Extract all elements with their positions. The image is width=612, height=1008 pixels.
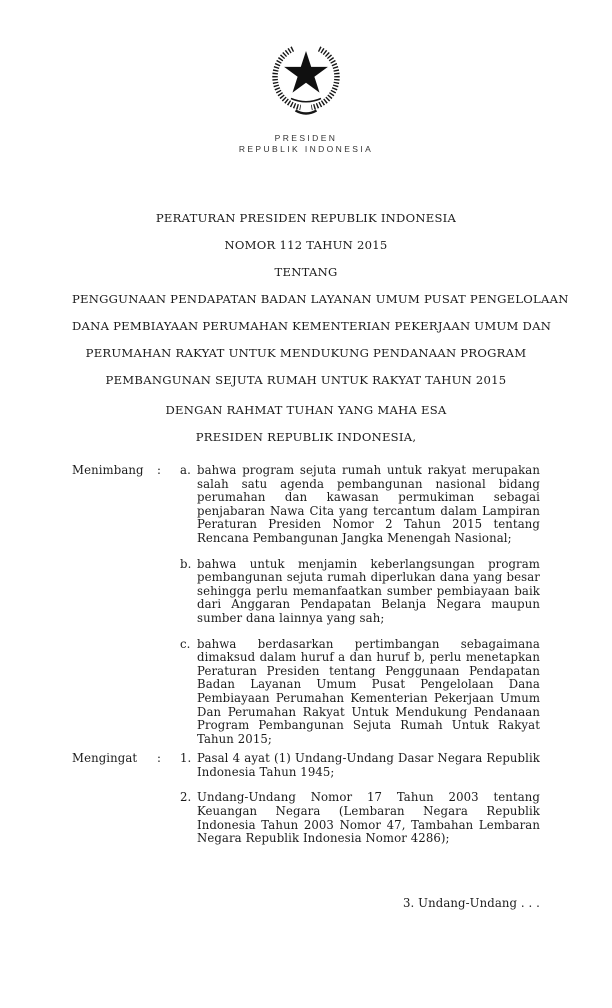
item-marker: 1.	[180, 751, 192, 766]
considering-item-b	[180, 558, 540, 626]
regulation-subject-line: PERUMAHAN RAKYAT UNTUK MENDUKUNG PENDANAAN PROGRAM	[85, 346, 527, 360]
letterhead	[72, 133, 540, 155]
considering-section	[72, 464, 540, 746]
item-text: Pasal 4 ayat (1) Undang-Undang Dasar Negara Republik Indonesia Tahun 1945;	[197, 751, 540, 779]
legal-basis-item-1	[180, 752, 540, 779]
regulation-heading: PERATURAN PRESIDEN REPUBLIK INDONESIA	[155, 211, 457, 225]
considering-items	[180, 464, 540, 746]
title-block	[72, 205, 569, 451]
item-text: bahwa untuk menjamin keberlangsungan program pembangunan sejuta rumah diperlukan dana yang besar sehingga perlu memanfaatkan sumber pembiayaan baik dari Anggaran Pendapatan Belanja Negara maupun sumber dana lainnya yang sah;	[197, 556, 540, 625]
about-label: TENTANG	[274, 265, 338, 279]
considering-item-c	[180, 638, 540, 747]
item-marker: b.	[180, 556, 192, 571]
presidential-star-emblem-icon	[264, 109, 348, 128]
enacting-authority: PRESIDEN REPUBLIK INDONESIA,	[195, 430, 417, 444]
item-marker: a.	[180, 463, 191, 477]
letterhead-seal	[72, 36, 540, 124]
considering-colon: :	[157, 463, 162, 477]
letterhead-republik-indonesia: REPUBLIK INDONESIA	[238, 144, 374, 154]
item-text: Undang-Undang Nomor 17 Tahun 2003 tentang Keuangan Negara (Lembaran Negara Republik Indonesia Tahun 2003 Nomor 47, Tambahan Lembaran Negara Republik Indonesia Nomor 4286);	[197, 790, 540, 846]
considering-item-a	[180, 464, 540, 546]
item-text: bahwa berdasarkan pertimbangan sebagaimana dimaksud dalam huruf a dan huruf b, perlu menetapkan Peraturan Presiden tentang Penggunaan Pendapatan Badan Layanan Umum Pusat Pengelolaan Dana Pembiayaan Perumahan Kementerian Pekerjaan Umum Dan Perumahan Rakyat Untuk Mendukung Pendanaan Program Pembangunan Sejuta Rumah Untuk Rakyat Tahun 2015;	[197, 636, 540, 746]
divine-invocation: DENGAN RAHMAT TUHAN YANG MAHA ESA	[165, 403, 447, 417]
letterhead-presiden: PRESIDEN	[274, 133, 338, 143]
item-marker: 2.	[180, 790, 192, 805]
regulation-subject-line: PEMBANGUNAN SEJUTA RUMAH UNTUK RAKYAT TAHUN 2015	[105, 373, 507, 387]
item-marker: c.	[180, 636, 191, 651]
legal-basis-item-2	[180, 791, 540, 845]
legal-basis-section	[72, 752, 540, 846]
legal-basis-colon: :	[157, 751, 162, 766]
regulation-subject-line: PENGGUNAAN PENDAPATAN BADAN LAYANAN UMUM PUSAT PENGELOLAAN	[72, 292, 569, 306]
item-text: bahwa program sejuta rumah untuk rakyat merupakan salah satu agenda pembangunan nasional bidang perumahan dan kawasan permukiman sebagai penjabaran Nawa Cita yang tercantum dalam Lampiran Peraturan Presiden Nomor 2 Tahun 2015 tentang Rencana Pembangunan Jangka Menengah Nasional;	[197, 463, 540, 545]
considering-label: Menimbang	[72, 463, 144, 477]
page-catchword: 3. Undang-Undang . . .	[403, 895, 540, 910]
legal-basis-items	[180, 752, 540, 846]
legal-basis-label: Mengingat	[72, 751, 138, 766]
regulation-number: NOMOR 112 TAHUN 2015	[224, 238, 388, 252]
regulation-subject-line: DANA PEMBIAYAAN PERUMAHAN KEMENTERIAN PEKERJAAN UMUM DAN	[72, 319, 552, 333]
